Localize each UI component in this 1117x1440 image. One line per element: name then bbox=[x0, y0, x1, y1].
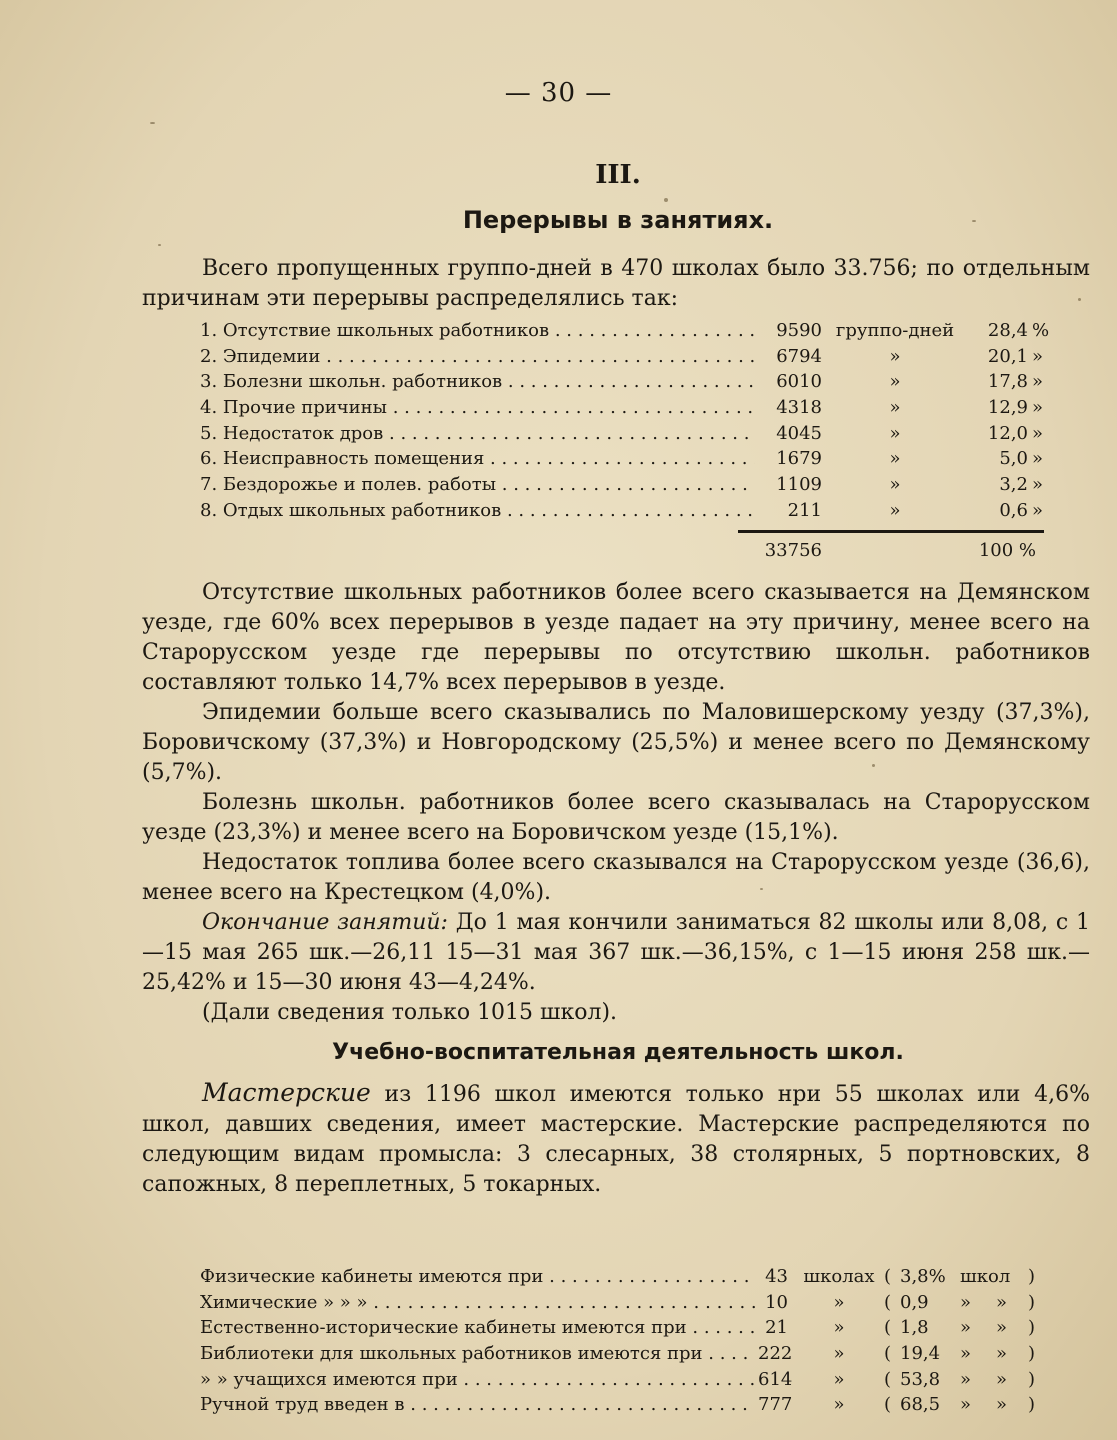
ending-text: До 1 мая кончили заниматься 82 школы или 8,08, с 1—15 мая 265 шк.—26,11 15—31 мая 367 шк.—36,15%, с 1—15 июня 258 шк.—25,42% и 15—30 июня 43—4,24%. bbox=[142, 910, 1091, 995]
analysis-paragraphs bbox=[142, 578, 1090, 1028]
breaks-row-unit: группо-дней bbox=[835, 320, 955, 341]
breaks-row-label: 4. Прочие причины . . . bbox=[200, 395, 755, 421]
workshops-label: Мастерские bbox=[202, 1078, 371, 1107]
breaks-row-percent: 28,4 bbox=[987, 320, 1028, 341]
breaks-row-mark: » bbox=[1032, 397, 1044, 419]
breaks-row-percent: 5,0 bbox=[999, 448, 1028, 470]
breaks-row-percent: 17,8 bbox=[987, 371, 1028, 393]
breaks-row-label: 1. Отсутствие школьных работников . . . bbox=[200, 318, 755, 344]
breaks-total-value: 33756 bbox=[764, 540, 822, 561]
paper-speck bbox=[1078, 298, 1081, 301]
breaks-row-mark: % bbox=[1032, 320, 1050, 341]
facilities-row-label: Ручной труд введен в . . . bbox=[200, 1392, 755, 1418]
breaks-row-unit: » bbox=[889, 397, 901, 419]
paper-speck bbox=[760, 888, 763, 890]
facilities-row-q2: » bbox=[996, 1317, 1008, 1339]
paragraph-illness: Болезнь школьн. работников более всего сказывалась на Старорусском уезде (23,3%) и менее всего на Боровичском уезде (15,1%). bbox=[142, 790, 1090, 845]
section-numeral: III. bbox=[595, 160, 641, 190]
facilities-row-unit: школах bbox=[803, 1266, 875, 1287]
facilities-row-unit: » bbox=[833, 1368, 845, 1390]
breaks-row-mark: » bbox=[1032, 422, 1044, 444]
breaks-row-percent: 12,0 bbox=[987, 422, 1028, 444]
facilities-row-q2: » bbox=[996, 1343, 1008, 1365]
paper-speck bbox=[664, 198, 668, 202]
breaks-row-mark: » bbox=[1032, 371, 1044, 393]
facilities-row-label: Физические кабинеты имеются при . . . bbox=[200, 1264, 755, 1290]
paragraph-epidemics: Эпидемии больше всего сказывались по Маловишерскому уезду (37,3%), Боровичскому (37,3%) и Новгородскому (25,5%) и менее всего по Демянскому (5,7%). bbox=[142, 700, 1090, 785]
breaks-total-percent: 100 % bbox=[978, 540, 1036, 561]
facilities-row-close: ) bbox=[1028, 1266, 1036, 1287]
breaks-row-mark: » bbox=[1032, 345, 1044, 367]
intro-paragraph bbox=[142, 254, 1090, 314]
breaks-row-label: 7. Бездорожье и полев. работы . . . bbox=[200, 472, 755, 498]
facilities-row-label: Химические » » » . . . bbox=[200, 1290, 755, 1316]
workshops-paragraph bbox=[142, 1078, 1090, 1200]
breaks-row-mark: » bbox=[1032, 448, 1044, 470]
facilities-row-q2: » bbox=[996, 1394, 1008, 1416]
breaks-row-label: 6. Неисправность помещения . . . bbox=[200, 446, 755, 472]
breaks-row-mark: » bbox=[1032, 474, 1044, 496]
breaks-row-label: 8. Отдых школьных работников . . . bbox=[200, 498, 755, 524]
facilities-row-close: ) bbox=[1028, 1343, 1036, 1365]
section-heading-breaks: Перерывы в занятиях. bbox=[462, 206, 774, 234]
facilities-row-q1: » bbox=[960, 1317, 972, 1339]
breaks-row-unit: » bbox=[889, 345, 901, 367]
paragraph-absence: Отсутствие школьных работников более всего сказывается на Демянском уезде, где 60% всех перерывов в уезде падает на эту причину, менее всего на Старорусском уезде где перерывы по отсутствию школьн. работников составляют только 14,7% всех перерывов в уезде. bbox=[142, 580, 1090, 695]
facilities-row-value: 614 bbox=[758, 1368, 793, 1390]
breaks-row-value: 4045 bbox=[776, 422, 822, 444]
ending-label: Окончание занятий: bbox=[202, 910, 448, 935]
breaks-row-label: 3. Болезни школьн. работников . . . bbox=[200, 369, 755, 395]
facilities-row-q1: » bbox=[960, 1368, 972, 1390]
facilities-row-open: ( bbox=[884, 1343, 892, 1365]
facilities-row-value: 21 bbox=[765, 1317, 788, 1339]
page-number: — 30 — bbox=[504, 78, 613, 108]
facilities-row-value: 43 bbox=[765, 1266, 788, 1287]
breaks-row-unit: » bbox=[889, 371, 901, 393]
facilities-row-unit: » bbox=[833, 1343, 845, 1365]
breaks-row-value: 6010 bbox=[776, 371, 822, 393]
facilities-row-open: ( bbox=[884, 1291, 892, 1313]
paper-speck bbox=[150, 122, 155, 124]
intro-text: Всего пропущенных группо-дней в 470 школах было 33.756; по отдельным причинам эти перерывы распределялись так: bbox=[142, 256, 1090, 311]
breaks-row-unit: » bbox=[889, 422, 901, 444]
workshops-text bbox=[142, 1078, 1090, 1200]
facilities-row-percent: 3,8% bbox=[900, 1266, 946, 1287]
facilities-row-open: ( bbox=[884, 1394, 892, 1416]
facilities-row-close: ) bbox=[1028, 1291, 1036, 1313]
breaks-row-percent: 20,1 bbox=[987, 345, 1028, 367]
facilities-row-q1: » bbox=[960, 1343, 972, 1365]
facilities-row-q2: » bbox=[996, 1291, 1008, 1313]
breaks-row-value: 4318 bbox=[776, 397, 822, 419]
facilities-row-value: 10 bbox=[765, 1291, 788, 1313]
section-heading-education: Учебно-воспитательная деятельность школ. bbox=[332, 1040, 904, 1065]
facilities-row-percent: 1,8 bbox=[900, 1317, 929, 1339]
facilities-row-close: ) bbox=[1028, 1368, 1036, 1390]
breaks-row-value: 1109 bbox=[776, 474, 822, 496]
breaks-row-value: 1679 bbox=[776, 448, 822, 470]
facilities-row-open: ( bbox=[884, 1317, 892, 1339]
facilities-row-q1: » bbox=[960, 1291, 972, 1313]
facilities-row-unit: » bbox=[833, 1317, 845, 1339]
facilities-row-label: Библиотеки для школьных работников имеются при . . . bbox=[200, 1341, 755, 1367]
breaks-row-label: 5. Недостаток дров . . . bbox=[200, 421, 755, 447]
facilities-row-q2: » bbox=[996, 1368, 1008, 1390]
breaks-row-percent: 3,2 bbox=[999, 474, 1028, 496]
breaks-row-percent: 0,6 bbox=[999, 499, 1028, 521]
facilities-row-percent: 19,4 bbox=[900, 1343, 941, 1365]
paragraph-ending bbox=[142, 908, 1090, 998]
breaks-row-unit: » bbox=[889, 474, 901, 496]
facilities-row-label: Естественно-исторические кабинеты имеются при . . . bbox=[200, 1315, 755, 1341]
breaks-row-value: 6794 bbox=[776, 345, 822, 367]
paper-speck bbox=[972, 220, 976, 222]
paragraph-fuel: Недостаток топлива более всего сказывался на Старорусском уезде (36,6), менее всего на Крестецком (4,0%). bbox=[142, 850, 1090, 905]
facilities-row-percent: 68,5 bbox=[900, 1394, 941, 1416]
facilities-row-label: » » учащихся имеются при . . . bbox=[200, 1367, 755, 1393]
facilities-row-open: ( bbox=[884, 1266, 892, 1287]
paper-speck bbox=[158, 244, 161, 246]
facilities-row-value: 777 bbox=[758, 1394, 793, 1416]
breaks-row-unit: » bbox=[889, 499, 901, 521]
breaks-row-unit: » bbox=[889, 448, 901, 470]
facilities-row-open: ( bbox=[884, 1368, 892, 1390]
facilities-row-unit: » bbox=[833, 1394, 845, 1416]
facilities-row-unit: » bbox=[833, 1291, 845, 1313]
breaks-row-percent: 12,9 bbox=[987, 397, 1028, 419]
paragraph-note: (Дали сведения только 1015 школ). bbox=[202, 1000, 618, 1025]
paper-speck bbox=[872, 764, 875, 767]
workshops-body: из 1196 школ имеются только нри 55 школах или 4,6% школ, давших сведения, имеет мастерские. Мастерские распределяются по следующим видам промысла: 3 слесарных, 38 столярных, 5 портновских, 8 сапожных, 8 переплетных, 5 токарных. bbox=[142, 1082, 1090, 1197]
breaks-row-value: 211 bbox=[787, 499, 822, 521]
breaks-row-value: 9590 bbox=[776, 320, 822, 341]
facilities-row-value: 222 bbox=[758, 1343, 793, 1365]
facilities-row-q1: » bbox=[960, 1394, 972, 1416]
breaks-row-label: 2. Эпидемии . . . bbox=[200, 344, 755, 370]
facilities-row-percent: 0,9 bbox=[900, 1291, 929, 1313]
facilities-row-q1: школ bbox=[960, 1266, 1011, 1287]
breaks-row-mark: » bbox=[1032, 499, 1044, 521]
facilities-row-close: ) bbox=[1028, 1317, 1036, 1339]
total-rule bbox=[738, 530, 1044, 533]
facilities-row-close: ) bbox=[1028, 1394, 1036, 1416]
facilities-row-percent: 53,8 bbox=[900, 1368, 941, 1390]
